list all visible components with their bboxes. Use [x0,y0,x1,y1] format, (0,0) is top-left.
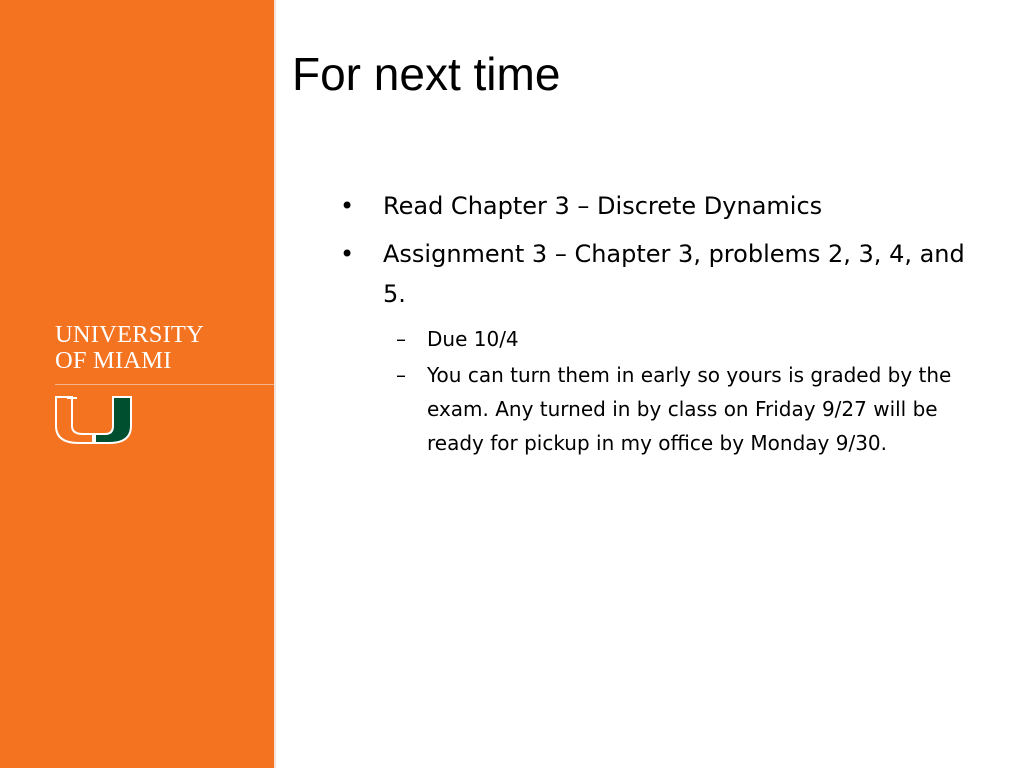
u-logo-right-half [95,397,131,443]
sidebar-edge [274,0,276,768]
bullet-marker: • [340,240,355,268]
logo-line-of-miami: OF MIAMI [55,347,172,374]
split-u-logo-icon [55,396,133,444]
orange-sidebar [0,0,274,768]
logo-line-university: UNIVERSITY [55,321,204,348]
bullet-text: Read Chapter 3 – Discrete Dynamics [383,192,823,220]
logo-divider [55,384,274,385]
slide-body [338,186,998,462]
sub-bullet-text: You can turn them in early so yours is graded by the exam. Any turned in by class on Friday 9/27 will be ready for pickup in my office by Monday 9/30. [427,363,952,455]
sub-bullet-marker: – [396,327,406,351]
university-logo-text [55,322,204,374]
u-logo-left-half [56,397,93,443]
bullet-marker: • [340,192,355,220]
sub-bullet-item [338,322,998,356]
sub-bullet-text: Due 10/4 [427,327,519,351]
sub-bullet-marker: – [396,363,406,387]
slide-title: For next time [292,48,561,100]
bullet-item [338,234,998,314]
sub-bullet-item [338,358,998,460]
bullet-item [338,186,998,226]
bullet-text: Assignment 3 – Chapter 3, problems 2, 3, 4, and 5. [383,240,965,308]
